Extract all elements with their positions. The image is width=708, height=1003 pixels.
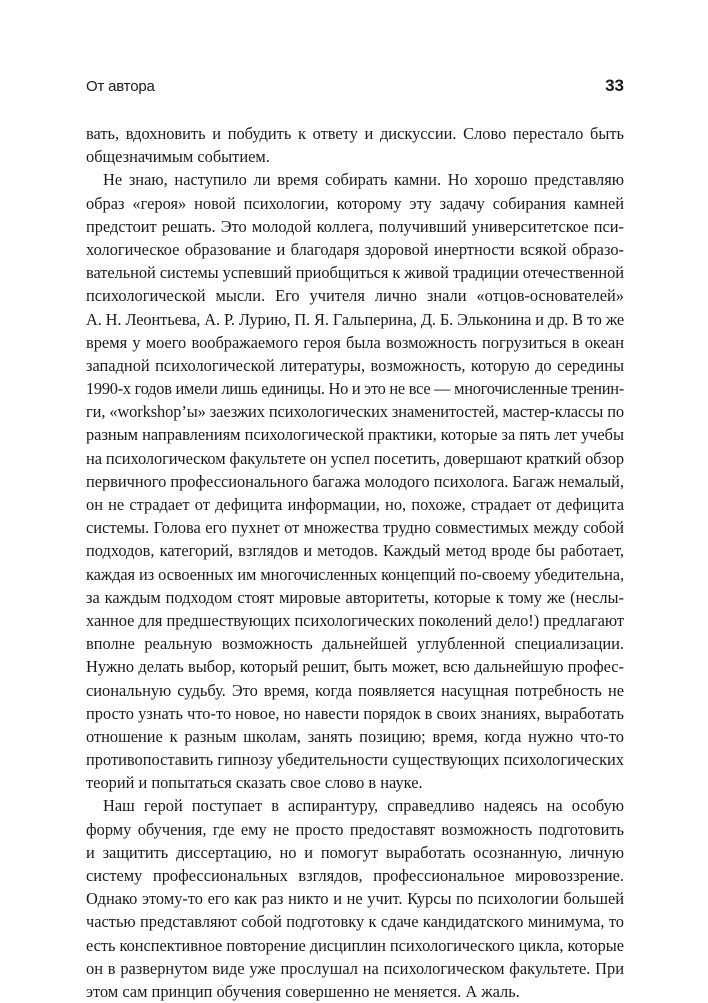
text-line: противопоставить гипнозу убедительности существующих психологических	[86, 750, 624, 770]
text-line: и защитить диссертацию, но и помогут выработать осознанную, личную	[86, 842, 624, 862]
text-line: этом сам принцип обучения совершенно не меняется. А жаль.	[86, 981, 520, 1001]
text-line: западной психологической литературы, возможность, которую до середины	[86, 355, 624, 375]
text-line: разным направлениям психологической практики, которые за пять лет учебы	[86, 425, 625, 445]
text-line: вать, вдохновить и побудить к ответу и дискуссии. Слово перестало быть	[86, 124, 624, 143]
text-line: предстоит решать. Это молодой коллега, получивший университетское пси-	[86, 216, 624, 236]
text-line: сиональную судьбу. Это время, когда появляется насущная потребность не	[86, 680, 624, 700]
text-line: образ «героя» новой психологии, которому эту задачу собирания камней	[86, 193, 624, 213]
text-line: он не страдает от дефицита информации, но, похоже, страдает от дефицита	[86, 495, 624, 514]
text-line: форму обучения, где ему не просто предоставят возможность подготовить	[86, 819, 624, 839]
text-line: он в развернутом виде уже прослушал на психологическом факультете. При	[86, 958, 624, 978]
running-header	[86, 76, 624, 100]
text-line: психологической мысли. Его учителя лично знали «отцов-основателей»	[86, 286, 624, 306]
text-line: первичного профессионального багажа молодого психолога. Багаж немалый,	[86, 471, 624, 491]
text-line: на психологическом факультете он успел посетить, довершают краткий обзор	[86, 448, 625, 468]
text-line: время у моего воображаемого героя была возможность погрузиться в океан	[86, 332, 624, 352]
page-number: 33	[605, 76, 624, 95]
text-line: Однако этому-то его как раз никто и не учит. Курсы по психологии большей	[86, 889, 624, 909]
text-line: Наш герой поступает в аспирантуру, справедливо надеясь на особую	[103, 796, 624, 816]
text-line: ханное для предшествующих психологических поколений дело!) предлагают	[86, 610, 624, 630]
text-line: каждая из освоенных им многочисленных концепций по-своему убедительна,	[86, 564, 625, 584]
text-line: Не знаю, наступило ли время собирать камни. Но хорошо представляю	[103, 170, 624, 190]
section-title: От автора	[86, 78, 155, 95]
text-line: за каждым подходом стоят мировые авторитеты, которые к тому же (неслы-	[86, 587, 624, 607]
text-line: отношение к разным школам, занять позицию; время, когда нужно что-то	[86, 726, 624, 746]
text-line: частью представляют собой подготовку к сдаче кандидатского минимума, то	[86, 912, 624, 932]
text-line: просто узнать что-то новое, но навести порядок в своих знаниях, выработать	[86, 703, 625, 723]
text-line: системы. Голова его пухнет от множества трудно совместимых между собой	[86, 518, 624, 538]
text-line: А. Н. Леонтьева, А. Р. Лурию, П. Я. Гальперина, Д. Б. Эльконина и др. В то же	[86, 309, 625, 329]
text-line: систему профессиональных взглядов, профессиональное мировоззрение.	[86, 866, 624, 885]
text-line: подходов, категорий, взглядов и методов. Каждый метод вроде бы работает,	[86, 541, 624, 561]
text-line: вательной системы успевший приобщиться к живой традиции отечественной	[86, 263, 624, 283]
text-line: Нужно делать выбор, который решит, быть может, всю дальнейшую профес-	[86, 657, 624, 677]
text-line: хологическое образование и благодаря здоровой инертности всякой образо-	[86, 239, 624, 259]
text-line: есть конспективное повторение дисциплин психологического цикла, которые	[86, 935, 624, 955]
body-text	[86, 122, 624, 1003]
text-line: общезначимым событием.	[86, 147, 270, 167]
text-line: теорий и попытаться сказать свое слово в науке.	[86, 773, 423, 793]
text-line: 1990-х годов имели лишь единицы. Но и это не все — многочисленные тренин-	[86, 379, 624, 399]
text-line: ги, «workshop’ы» заезжих психологических знаменитостей, мастер-классы по	[86, 402, 624, 422]
text-line: вполне реальную возможность дальнейшей углубленной специализации.	[86, 634, 624, 654]
